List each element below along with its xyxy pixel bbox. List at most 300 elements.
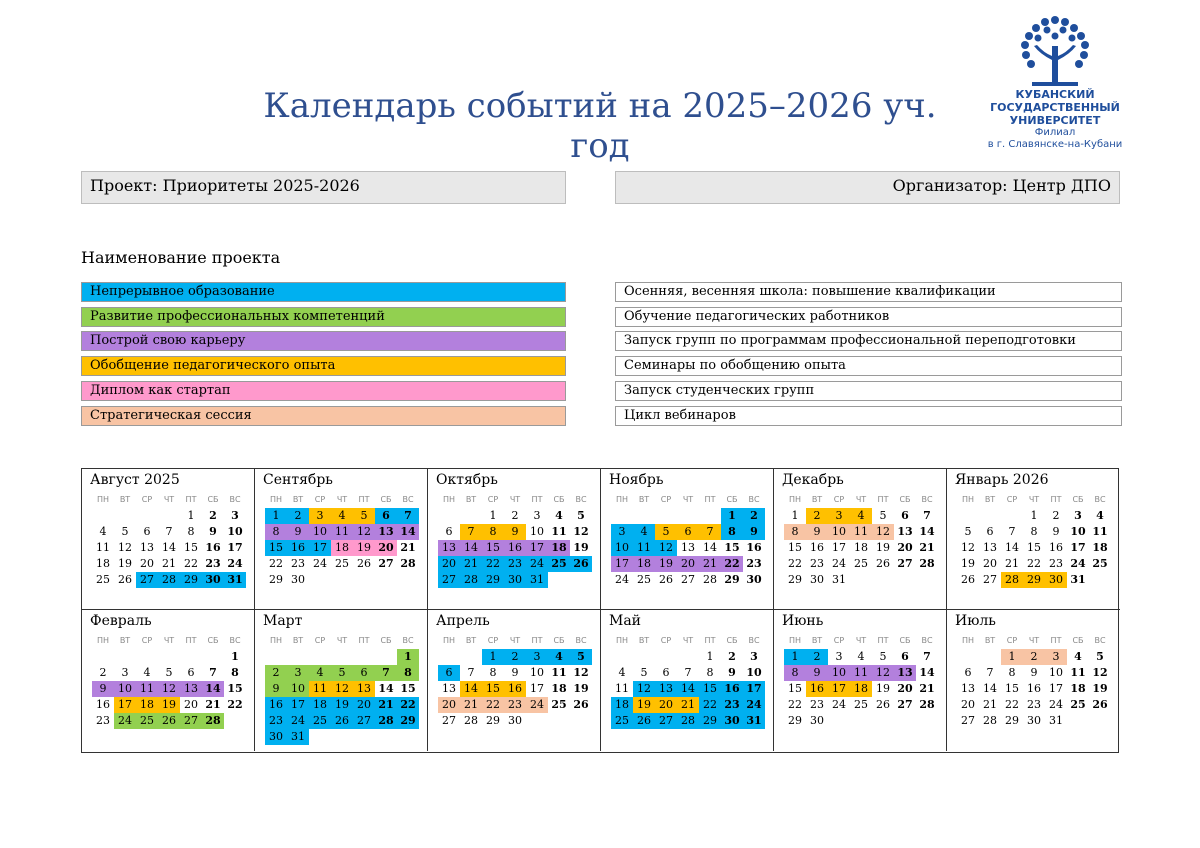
empty-cell — [158, 508, 180, 524]
weekday-label: ВС — [921, 495, 933, 504]
empty-cell — [611, 508, 633, 524]
day-cell: 30 — [1045, 572, 1067, 588]
day-cell: 17 — [530, 682, 544, 695]
day-cell: 12 — [633, 681, 655, 697]
day-cell: 14 — [162, 541, 176, 554]
month-name: Сентябрь — [263, 472, 333, 488]
day-cell: 25 — [637, 573, 651, 586]
day-cell: 9 — [1052, 525, 1060, 538]
empty-cell — [331, 649, 353, 665]
day-cell: 3 — [750, 650, 758, 663]
day-cell: 30 — [721, 713, 743, 729]
empty-cell — [92, 649, 114, 665]
day-cell: 20 — [353, 697, 375, 713]
day-cell: 10 — [611, 540, 633, 556]
day-cell: 27 — [353, 713, 375, 729]
day-cell: 3 — [611, 524, 633, 540]
day-cell: 31 — [287, 729, 309, 745]
day-cell: 14 — [397, 524, 419, 540]
day-cell: 1 — [784, 649, 806, 665]
day-cell: 29 — [1023, 572, 1045, 588]
day-cell: 21 — [677, 697, 699, 713]
day-cell: 24 — [832, 557, 846, 570]
day-cell: 16 — [205, 541, 221, 554]
day-cell: 24 — [114, 713, 136, 729]
weekday-label: СР — [487, 636, 499, 645]
day-cell: 24 — [287, 713, 309, 729]
legend-item: Диплом как стартап — [81, 381, 566, 401]
weekday-label: СР — [141, 495, 153, 504]
day-cell: 27 — [438, 572, 460, 588]
day-cell: 16 — [287, 540, 309, 556]
day-cell: 14 — [202, 681, 224, 697]
weekday-label: СР — [660, 495, 672, 504]
day-cell: 12 — [655, 540, 677, 556]
day-cell: 7 — [1008, 525, 1016, 538]
empty-cell — [633, 508, 655, 524]
month-name: Февраль — [90, 613, 152, 629]
day-cell: 19 — [353, 540, 375, 556]
weekday-label: СР — [141, 636, 153, 645]
day-cell: 20 — [184, 698, 198, 711]
weekday-label: СР — [314, 636, 326, 645]
day-cell: 10 — [530, 666, 544, 679]
day-cell: 14 — [1005, 541, 1019, 554]
day-cell: 4 — [1074, 650, 1082, 663]
day-cell: 29 — [180, 572, 202, 588]
day-cell: 14 — [919, 666, 935, 679]
weekday-label: ВС — [402, 495, 414, 504]
day-cell: 7 — [460, 524, 482, 540]
day-cell: 21 — [460, 556, 482, 572]
day-cell: 22 — [397, 697, 419, 713]
day-cell: 12 — [118, 541, 132, 554]
calendar-grid — [81, 468, 1119, 753]
weekday-label: ЧТ — [855, 636, 867, 645]
empty-cell — [677, 508, 699, 524]
day-cell: 22 — [721, 556, 743, 572]
day-cell: 20 — [961, 698, 975, 711]
day-cell: 10 — [828, 665, 850, 681]
day-cell: 19 — [655, 556, 677, 572]
day-cell: 13 — [180, 681, 202, 697]
day-cell: 4 — [857, 650, 865, 663]
month-name: Январь 2026 — [955, 472, 1049, 488]
month-block — [82, 610, 255, 751]
day-cell: 24 — [743, 697, 765, 713]
day-cell: 27 — [961, 714, 975, 727]
day-cell: 27 — [655, 713, 677, 729]
weekday-label: ПТ — [358, 636, 370, 645]
day-cell: 13 — [140, 541, 154, 554]
legend-description: Запуск студенческих групп — [615, 381, 1122, 401]
day-cell: 5 — [1096, 650, 1104, 663]
weekday-label: ВТ — [119, 636, 131, 645]
day-cell: 29 — [788, 573, 802, 586]
day-cell: 26 — [961, 573, 975, 586]
day-cell: 24 — [526, 556, 548, 572]
day-cell: 26 — [357, 557, 371, 570]
day-cell: 12 — [353, 524, 375, 540]
day-cell: 27 — [897, 557, 913, 570]
weekday-label: ВТ — [811, 636, 823, 645]
day-cell: 20 — [983, 557, 997, 570]
day-cell: 25 — [96, 573, 110, 586]
day-cell: 12 — [331, 681, 353, 697]
weekday-label: ЧТ — [163, 495, 175, 504]
day-cell: 26 — [876, 557, 890, 570]
day-cell: 6 — [662, 666, 670, 679]
weekday-label: СБ — [899, 636, 911, 645]
weekday-label: СР — [1006, 636, 1018, 645]
day-cell: 24 — [615, 573, 629, 586]
day-cell: 28 — [202, 713, 224, 729]
logo-line3: УНИВЕРСИТЕТ — [1009, 114, 1101, 127]
day-cell: 16 — [721, 681, 743, 697]
month-block — [601, 469, 774, 610]
day-cell: 16 — [746, 541, 762, 554]
month-block — [774, 469, 947, 610]
day-cell: 6 — [964, 666, 972, 679]
day-cell: 11 — [850, 524, 872, 540]
day-cell: 17 — [743, 681, 765, 697]
empty-cell — [957, 508, 979, 524]
weekday-label: СБ — [380, 636, 392, 645]
day-cell: 30 — [504, 572, 526, 588]
day-cell: 11 — [136, 681, 158, 697]
day-cell: 14 — [677, 681, 699, 697]
day-cell: 11 — [850, 665, 872, 681]
weekday-label: СБ — [899, 495, 911, 504]
day-cell: 6 — [901, 509, 909, 522]
day-cell: 22 — [1005, 698, 1019, 711]
weekday-label: ЧТ — [509, 636, 521, 645]
day-cell: 25 — [309, 713, 331, 729]
day-cell: 5 — [655, 524, 677, 540]
weekday-label: ПН — [788, 636, 802, 645]
day-cell: 2 — [743, 508, 765, 524]
legend-item: Развитие профессиональных компетенций — [81, 307, 566, 327]
day-cell: 15 — [265, 540, 287, 556]
legend-item: Непрерывное образование — [81, 282, 566, 302]
day-cell: 1 — [397, 649, 419, 665]
day-cell: 22 — [269, 557, 283, 570]
day-cell: 3 — [533, 509, 541, 522]
empty-cell — [158, 649, 180, 665]
day-cell: 5 — [353, 508, 375, 524]
day-cell: 23 — [1049, 557, 1063, 570]
weekday-label: ПН — [96, 495, 110, 504]
weekday-label: СБ — [1072, 495, 1084, 504]
weekday-label: ЧТ — [336, 495, 348, 504]
day-cell: 13 — [442, 682, 456, 695]
day-cell: 20 — [438, 556, 460, 572]
day-cell: 1 — [482, 649, 504, 665]
day-cell: 13 — [438, 540, 460, 556]
day-cell: 23 — [746, 557, 762, 570]
day-cell: 9 — [806, 524, 828, 540]
day-cell: 20 — [140, 557, 154, 570]
day-cell: 30 — [291, 573, 305, 586]
day-cell: 21 — [919, 541, 935, 554]
day-cell: 22 — [184, 557, 198, 570]
day-cell: 26 — [158, 713, 180, 729]
day-cell: 1 — [721, 508, 743, 524]
day-cell: 9 — [728, 666, 736, 679]
day-cell: 22 — [1027, 557, 1041, 570]
day-cell: 14 — [919, 525, 935, 538]
day-cell: 19 — [1092, 682, 1108, 695]
day-cell: 29 — [788, 714, 802, 727]
day-cell: 12 — [1092, 666, 1108, 679]
day-cell: 12 — [872, 665, 894, 681]
weekday-label: ПН — [961, 495, 975, 504]
day-cell: 15 — [699, 681, 721, 697]
day-cell: 9 — [511, 666, 519, 679]
weekday-label: ЧТ — [1028, 495, 1040, 504]
day-cell: 15 — [400, 682, 416, 695]
day-cell: 16 — [1049, 541, 1063, 554]
empty-cell — [265, 649, 287, 665]
day-cell: 5 — [879, 650, 887, 663]
weekday-label: ВТ — [119, 495, 131, 504]
day-cell: 15 — [1027, 541, 1041, 554]
day-cell: 20 — [897, 682, 913, 695]
day-cell: 8 — [187, 525, 195, 538]
day-cell: 14 — [378, 682, 394, 695]
day-cell: 20 — [438, 697, 460, 713]
day-cell: 26 — [331, 713, 353, 729]
day-cell: 20 — [375, 540, 397, 556]
day-cell: 21 — [205, 698, 221, 711]
empty-cell — [136, 649, 158, 665]
empty-cell — [699, 508, 721, 524]
day-cell: 23 — [205, 557, 221, 570]
day-cell: 4 — [309, 665, 331, 681]
day-cell: 8 — [784, 665, 806, 681]
day-cell: 19 — [118, 557, 132, 570]
day-cell: 12 — [573, 666, 589, 679]
day-cell: 24 — [526, 697, 548, 713]
day-cell: 4 — [618, 666, 626, 679]
day-cell: 15 — [788, 682, 802, 695]
day-cell: 18 — [548, 540, 570, 556]
day-cell: 29 — [269, 573, 283, 586]
day-cell: 17 — [1070, 541, 1086, 554]
legend-description: Цикл вебинаров — [615, 406, 1122, 426]
day-cell: 4 — [555, 509, 563, 522]
day-cell: 31 — [526, 572, 548, 588]
day-cell: 11 — [309, 681, 331, 697]
day-cell: 26 — [570, 556, 592, 572]
project-box: Проект: Приоритеты 2025-2026 — [81, 171, 566, 204]
day-cell: 13 — [897, 525, 913, 538]
weekday-label: СР — [833, 636, 845, 645]
day-cell: 5 — [964, 525, 972, 538]
weekday-label: ПТ — [185, 495, 197, 504]
logo-line4: Филиал — [1034, 127, 1076, 138]
day-cell: 13 — [894, 665, 916, 681]
empty-cell — [1001, 508, 1023, 524]
empty-cell — [633, 649, 655, 665]
day-cell: 8 — [489, 666, 497, 679]
day-cell: 30 — [1027, 714, 1041, 727]
project-subheading: Наименование проекта — [81, 248, 281, 267]
day-cell: 4 — [633, 524, 655, 540]
day-cell: 13 — [961, 682, 975, 695]
empty-cell — [114, 649, 136, 665]
day-cell: 25 — [854, 698, 868, 711]
day-cell: 23 — [96, 714, 110, 727]
day-cell: 31 — [1049, 714, 1063, 727]
university-logo — [980, 10, 1130, 151]
day-cell: 19 — [573, 541, 589, 554]
day-cell: 18 — [633, 556, 655, 572]
month-block — [601, 610, 774, 751]
day-cell: 13 — [375, 524, 397, 540]
day-cell: 11 — [551, 525, 567, 538]
day-cell: 15 — [788, 541, 802, 554]
day-cell: 1 — [489, 509, 497, 522]
empty-cell — [979, 649, 1001, 665]
weekday-label: ЧТ — [1028, 636, 1040, 645]
weekday-label: ВС — [921, 636, 933, 645]
day-cell: 7 — [699, 524, 721, 540]
day-cell: 5 — [879, 509, 887, 522]
weekday-label: ПТ — [877, 636, 889, 645]
day-cell: 24 — [1049, 698, 1063, 711]
day-cell: 16 — [504, 540, 526, 556]
day-cell: 5 — [577, 509, 585, 522]
weekday-label: ПН — [269, 636, 283, 645]
month-block — [428, 610, 601, 751]
day-cell: 6 — [438, 665, 460, 681]
day-cell: 31 — [1070, 573, 1086, 586]
legend-item: Стратегическая сессия — [81, 406, 566, 426]
month-block — [774, 610, 947, 751]
weekday-label: ВТ — [984, 636, 996, 645]
day-cell: 2 — [1052, 509, 1060, 522]
weekday-label: СБ — [726, 636, 738, 645]
weekday-label: СР — [487, 495, 499, 504]
day-cell: 12 — [961, 541, 975, 554]
day-cell: 10 — [1070, 525, 1086, 538]
day-cell: 13 — [983, 541, 997, 554]
day-cell: 29 — [724, 573, 740, 586]
day-cell: 2 — [806, 649, 828, 665]
month-name: Июнь — [782, 613, 824, 629]
day-cell: 26 — [876, 698, 890, 711]
legend-description: Семинары по обобщению опыта — [615, 356, 1122, 376]
weekday-label: ПТ — [704, 636, 716, 645]
day-cell: 30 — [508, 714, 522, 727]
legend-item: Обобщение педагогического опыта — [81, 356, 566, 376]
day-cell: 30 — [810, 714, 824, 727]
legend-description: Запуск групп по программам профессиональной переподготовки — [615, 331, 1122, 351]
day-cell: 21 — [1005, 557, 1019, 570]
day-cell: 31 — [224, 572, 246, 588]
day-cell: 3 — [121, 666, 129, 679]
day-cell: 14 — [703, 541, 717, 554]
weekday-label: ЧТ — [163, 636, 175, 645]
empty-cell — [353, 649, 375, 665]
day-cell: 24 — [832, 698, 846, 711]
logo-line2: ГОСУДАРСТВЕННЫЙ — [990, 101, 1120, 114]
empty-cell — [309, 649, 331, 665]
day-cell: 10 — [1049, 666, 1063, 679]
weekday-label: ВТ — [638, 636, 650, 645]
day-cell: 8 — [721, 524, 743, 540]
weekday-label: ПН — [615, 495, 629, 504]
day-cell: 17 — [227, 541, 243, 554]
weekday-label: ВС — [575, 495, 587, 504]
day-cell: 2 — [504, 649, 526, 665]
day-cell: 19 — [876, 682, 890, 695]
day-cell: 3 — [1045, 649, 1067, 665]
day-cell: 11 — [96, 541, 110, 554]
legend-item: Построй свою карьеру — [81, 331, 566, 351]
day-cell: 26 — [573, 698, 589, 711]
day-cell: 5 — [121, 525, 129, 538]
day-cell: 4 — [99, 525, 107, 538]
day-cell: 15 — [724, 541, 740, 554]
day-cell: 29 — [482, 572, 504, 588]
day-cell: 9 — [504, 524, 526, 540]
day-cell: 23 — [810, 557, 824, 570]
empty-cell — [114, 508, 136, 524]
day-cell: 5 — [640, 666, 648, 679]
day-cell: 18 — [309, 697, 331, 713]
day-cell: 11 — [615, 682, 629, 695]
day-cell: 30 — [746, 573, 762, 586]
day-cell: 28 — [375, 713, 397, 729]
day-cell: 10 — [287, 681, 309, 697]
day-cell: 9 — [265, 681, 287, 697]
weekday-label: СБ — [207, 495, 219, 504]
empty-cell — [202, 649, 224, 665]
day-cell: 16 — [96, 698, 110, 711]
day-cell: 2 — [1023, 649, 1045, 665]
day-cell: 17 — [832, 541, 846, 554]
day-cell: 3 — [309, 508, 331, 524]
day-cell: 13 — [655, 681, 677, 697]
day-cell: 5 — [570, 649, 592, 665]
weekday-label: ПТ — [1050, 636, 1062, 645]
day-cell: 2 — [265, 665, 287, 681]
day-cell: 5 — [165, 666, 173, 679]
day-cell: 14 — [460, 540, 482, 556]
day-cell: 21 — [162, 557, 176, 570]
day-cell: 14 — [983, 682, 997, 695]
weekday-label: ПТ — [358, 495, 370, 504]
day-cell: 18 — [1092, 541, 1108, 554]
month-block — [255, 610, 428, 751]
day-cell: 22 — [482, 556, 504, 572]
day-cell: 7 — [923, 509, 931, 522]
month-block — [947, 610, 1120, 751]
day-cell: 29 — [486, 714, 500, 727]
day-cell: 2 — [99, 666, 107, 679]
day-cell: 28 — [703, 573, 717, 586]
day-cell: 18 — [551, 682, 567, 695]
day-cell: 10 — [746, 666, 762, 679]
day-cell: 7 — [397, 508, 419, 524]
day-cell: 26 — [118, 573, 132, 586]
day-cell: 28 — [158, 572, 180, 588]
day-cell: 10 — [530, 525, 544, 538]
day-cell: 1 — [791, 509, 799, 522]
day-cell: 24 — [227, 557, 243, 570]
